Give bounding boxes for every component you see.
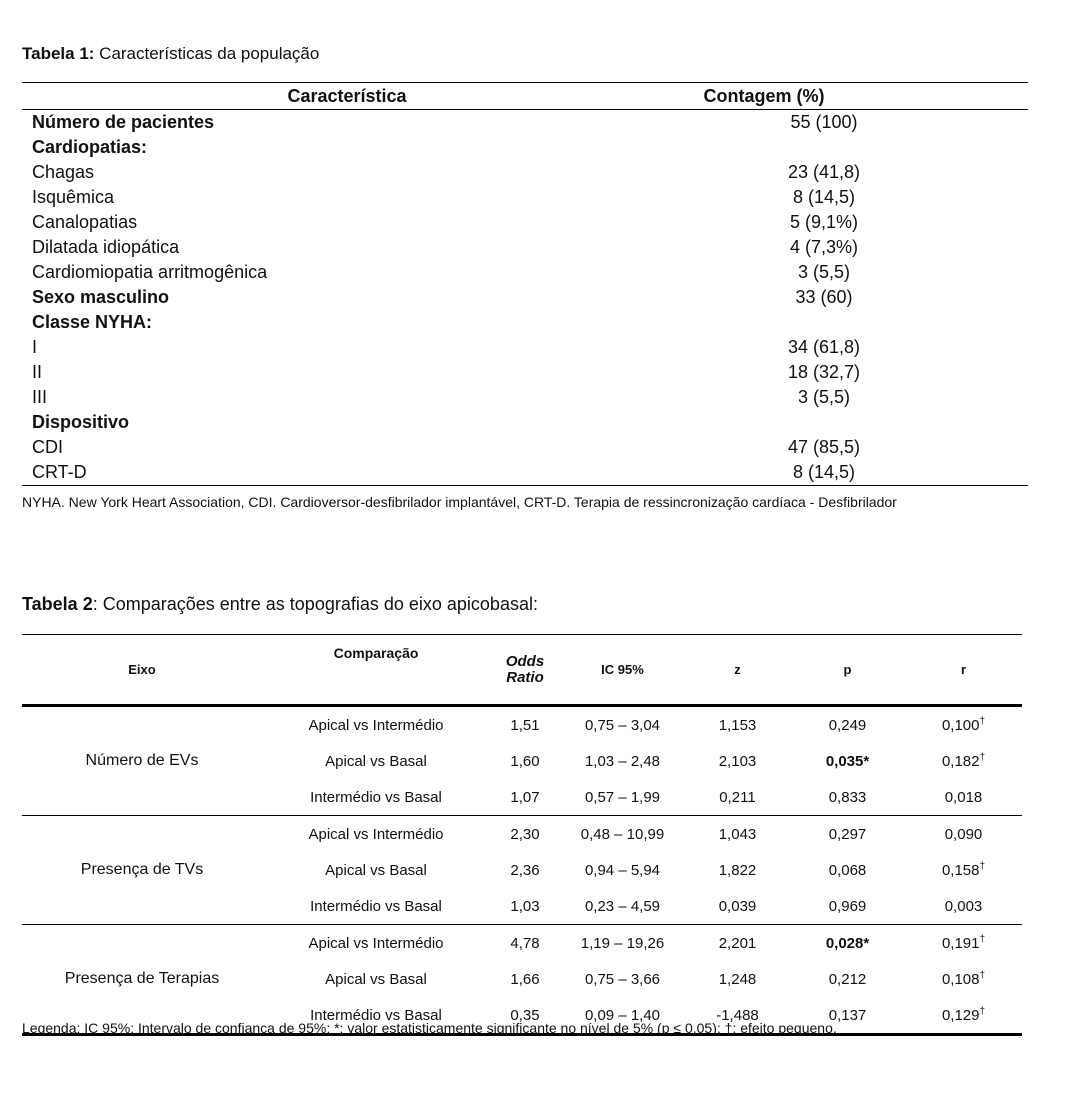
table2-cell-z: 2,201 [718, 934, 757, 952]
table2-header-eixo: Eixo [128, 662, 156, 677]
table1-row [22, 110, 1028, 135]
table1-cell-characteristic: Dispositivo [32, 412, 130, 432]
table2-cell-odds-ratio: 4,78 [510, 934, 540, 952]
table1-cell-characteristic: Dilatada idiopática [32, 237, 180, 257]
table2-header-comparacao: Comparação [333, 645, 419, 661]
table2-cell-r [905, 888, 1022, 925]
table2-cell-ic: 0,75 – 3,04 [584, 716, 661, 734]
table2-caption [22, 594, 538, 615]
table1-cell-count: 18 (32,7) [787, 362, 861, 382]
table2-cell-r [905, 743, 1022, 779]
table2-group [22, 925, 1022, 1035]
table2-cell-comparacao: Intermédio vs Basal [310, 897, 442, 915]
table2-caption-label: Tabela 2 [22, 594, 93, 614]
table2-cell-odds-ratio: 2,36 [510, 861, 540, 879]
table2-cell-ic: 0,09 – 1,40 [584, 1006, 661, 1024]
table2-cell-ic: 0,94 – 5,94 [584, 861, 661, 879]
table1-note: NYHA. New York Heart Association, CDI. Cardioversor-desfibrilador implantável, CRT-D. Terapia de ressincronização cardíaca - Desfibrilador [22, 494, 897, 510]
table2-header-p: p [843, 662, 852, 677]
table2-r-value: 0,158 [941, 862, 980, 879]
table2-cell-z: 0,039 [718, 897, 757, 915]
table1-cell-count: 5 (9,1%) [789, 212, 859, 232]
table1-row [22, 435, 1028, 460]
table2-cell-ic: 0,48 – 10,99 [580, 825, 665, 843]
table1-header-characteristic: Característica [287, 85, 407, 106]
table1-cell-count: 8 (14,5) [792, 187, 856, 207]
table2-cell-comparacao: Apical vs Intermédio [308, 825, 444, 843]
table1-cell-characteristic: Isquêmica [32, 187, 115, 207]
table2-cell-p: 0,137 [828, 1006, 867, 1024]
table2-cell-p: 0,035* [825, 752, 870, 770]
table2-cell-p: 0,212 [828, 970, 867, 988]
table2-cell-p: 0,297 [828, 825, 867, 843]
table1-row [22, 285, 1028, 310]
table1-row [22, 460, 1028, 485]
table1-cell-count: 33 (60) [795, 287, 853, 307]
table2-caption-text: : Comparações entre as topografias do eixo apicobasal: [92, 594, 538, 614]
table1-row [22, 210, 1028, 235]
table2-r-value: 0,129 [941, 1007, 980, 1024]
table1-row [22, 235, 1028, 260]
table2-r-value: 0,108 [941, 971, 980, 988]
table2-r-value: 0,090 [944, 826, 983, 843]
table2-cell-z: 1,153 [718, 716, 757, 734]
table1-caption-text: Características da população [94, 44, 320, 63]
table1-cell-count: 55 (100) [790, 112, 858, 132]
table1-cell-characteristic: Cardiomiopatia arritmogênica [32, 262, 268, 282]
table2-header-row [22, 635, 1022, 706]
table2-cell-r [905, 852, 1022, 888]
table-row [22, 706, 1022, 744]
table1-caption-label: Tabela 1: [22, 44, 95, 63]
table2-cell-r [905, 816, 1022, 853]
table2-cell-z: 0,211 [719, 788, 756, 806]
table2-cell-z: 1,822 [718, 861, 757, 879]
table1-cell-characteristic: CRT-D [32, 462, 87, 482]
table2-cell-r [905, 706, 1022, 744]
table1-row [22, 385, 1028, 410]
table1-cell-characteristic: Chagas [32, 162, 95, 182]
table2-cell-ic: 0,23 – 4,59 [584, 897, 661, 915]
table2-cell-comparacao: Intermédio vs Basal [310, 1006, 442, 1024]
table1-cell-characteristic: III [32, 387, 48, 407]
table2-r-value: 0,100 [941, 717, 980, 734]
table2-cell-comparacao: Apical vs Basal [325, 861, 427, 879]
table2-r-effect-mark: † [979, 1006, 986, 1017]
table2-cell-odds-ratio: 0,35 [510, 1006, 540, 1024]
table1-caption [22, 44, 319, 64]
table1-cell-characteristic: I [32, 337, 38, 357]
table2-cell-r [905, 779, 1022, 816]
table2-cell-z: -1,488 [716, 1006, 759, 1024]
table2-cell-comparacao: Intermédio vs Basal [310, 788, 442, 806]
table2-header-odds-line2: Ratio [506, 668, 544, 686]
table2-cell-comparacao: Apical vs Basal [325, 970, 427, 988]
table-row [22, 925, 1022, 962]
table1-cell-count: 3 (5,5) [797, 387, 851, 407]
table1 [22, 82, 1028, 486]
table1-cell-characteristic: II [32, 362, 43, 382]
table2-cell-p: 0,028* [825, 934, 870, 952]
table1-cell-characteristic: Sexo masculino [32, 287, 170, 307]
table1-row [22, 410, 1028, 435]
table1-cell-count: 23 (41,8) [787, 162, 861, 182]
table2-r-effect-mark: † [979, 752, 986, 763]
table2-cell-odds-ratio: 1,03 [510, 897, 540, 915]
table-row [22, 816, 1022, 853]
table2-header-ic: IC 95% [601, 662, 644, 677]
table2-group [22, 706, 1022, 816]
table2-r-value: 0,182 [941, 753, 980, 770]
table1-row [22, 135, 1028, 160]
table2-header [22, 635, 1022, 706]
table1-cell-count: 47 (85,5) [787, 437, 861, 457]
table1-cell-count: 4 (7,3%) [789, 237, 859, 257]
table2-cell-comparacao: Apical vs Intermédio [308, 716, 444, 734]
table2-cell-odds-ratio: 1,07 [510, 788, 540, 806]
table2-cell-p: 0,969 [828, 897, 867, 915]
table1-header [22, 83, 1028, 109]
table1-row [22, 310, 1028, 335]
table1-cell-characteristic: CDI [32, 437, 63, 457]
table2-cell-comparacao: Apical vs Basal [325, 752, 427, 770]
table2-group [22, 816, 1022, 925]
table2-note: Legenda: IC 95%: Intervalo de confiança de 95%; *: valor estatisticamente significante no nível de 5% (p ≤ 0,05); †: efeito pequeno. [22, 1020, 837, 1036]
table1-cell-characteristic: Classe NYHA: [32, 312, 153, 332]
table2-cell-ic: 1,19 – 19,26 [580, 934, 665, 952]
table1-cell-characteristic: Número de pacientes [32, 112, 215, 132]
table2-r-effect-mark: † [979, 970, 986, 981]
table2-r-value: 0,018 [944, 789, 983, 806]
table1-cell-characteristic: Cardiopatias: [32, 137, 148, 157]
table1-row [22, 185, 1028, 210]
table2-r-effect-mark: † [979, 861, 986, 872]
table2-cell-z: 2,103 [718, 752, 757, 770]
table2 [22, 634, 1022, 1036]
table1-cell-count: 3 (5,5) [797, 262, 851, 282]
table2-cell-odds-ratio: 2,30 [510, 825, 540, 843]
table2-header-z: z [734, 662, 741, 677]
table2-r-effect-mark: † [979, 934, 986, 945]
table2-header-odds-ratio [490, 635, 560, 706]
table2-cell-odds-ratio: 1,60 [510, 752, 540, 770]
table2-cell-r [905, 925, 1022, 962]
table2-cell-p: 0,249 [828, 716, 867, 734]
table2-r-value: 0,191 [941, 935, 980, 952]
table1-cell-count: 34 (61,8) [787, 337, 861, 357]
table2-cell-z: 1,043 [718, 825, 757, 843]
table1-body [22, 110, 1028, 485]
table2-cell-p: 0,068 [828, 861, 867, 879]
table1-bottom-rule [22, 485, 1028, 486]
table2-cell-ic: 0,75 – 3,66 [584, 970, 661, 988]
table2-r-value: 0,003 [944, 898, 983, 915]
table2-r-effect-mark: † [979, 716, 986, 727]
table2-header-r: r [960, 662, 967, 677]
table2-cell-z: 1,248 [718, 970, 757, 988]
table1-row [22, 260, 1028, 285]
table1-header-count: Contagem (%) [703, 85, 825, 106]
table1-row [22, 160, 1028, 185]
table1-cell-count: 8 (14,5) [792, 462, 856, 482]
table2-cell-eixo: Presença de TVs [80, 861, 204, 878]
table1-row [22, 335, 1028, 360]
table2-cell-odds-ratio: 1,51 [510, 716, 540, 734]
table2-cell-odds-ratio: 1,66 [510, 970, 540, 988]
table2-cell-ic: 1,03 – 2,48 [584, 752, 661, 770]
table2-cell-eixo: Número de EVs [85, 752, 199, 769]
table1-row [22, 360, 1028, 385]
table2-cell-p: 0,833 [828, 788, 867, 806]
table2-cell-comparacao: Apical vs Intermédio [308, 934, 444, 952]
table2-cell-r [905, 961, 1022, 997]
table2-cell-ic: 0,57 – 1,99 [584, 788, 661, 806]
table2-header-odds-line1: Odds [505, 652, 545, 670]
table2-cell-eixo: Presença de Terapias [64, 970, 220, 987]
table1-cell-characteristic: Canalopatias [32, 212, 138, 232]
